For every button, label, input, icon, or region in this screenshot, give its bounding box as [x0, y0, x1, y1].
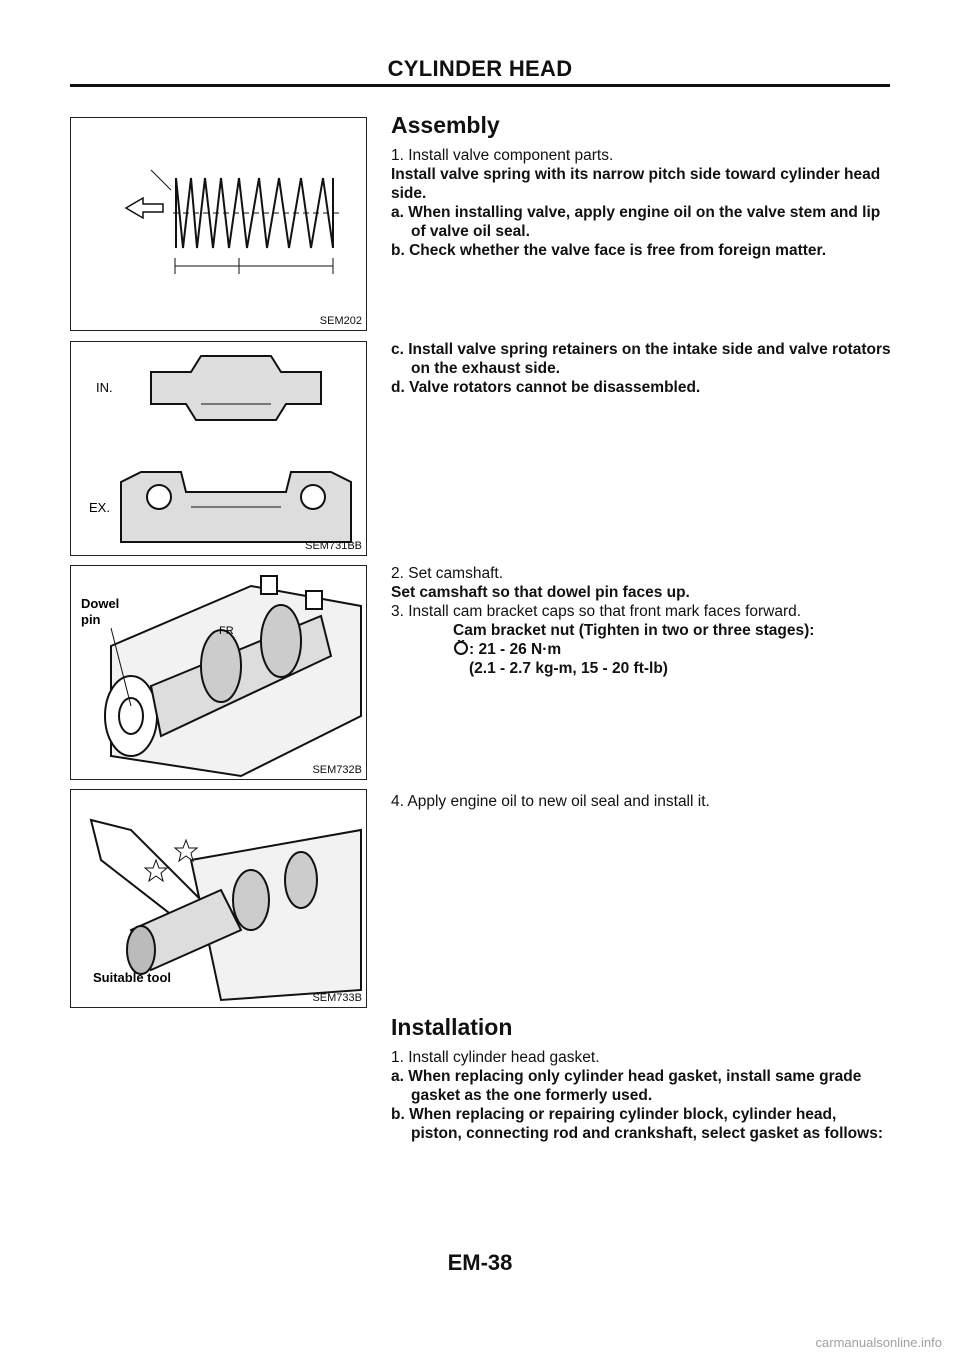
torque-wrench-icon	[453, 640, 469, 656]
install-step-1b: b. When replacing or repairing cylinder block, cylinder head, piston, connecting rod and crankshaft, select gasket as follows:	[391, 1106, 883, 1142]
step-4: 4. Apply engine oil to new oil seal and install it.	[391, 793, 710, 810]
header-rule	[70, 84, 890, 87]
page-number: EM-38	[447, 1250, 513, 1275]
figure-code: SEM733B	[312, 992, 362, 1004]
page-title: CYLINDER HEAD	[387, 56, 573, 81]
figure-code: SEM202	[319, 315, 362, 327]
torque-spec-value-row	[391, 640, 891, 659]
oil-seal-diagram	[71, 790, 368, 1009]
label-dowel: Dowel	[81, 596, 120, 611]
figure-oil-seal	[70, 789, 367, 1008]
camshaft-diagram	[71, 566, 368, 781]
label-fr: FR	[219, 625, 234, 637]
label-pin: pin	[81, 612, 101, 627]
installation-heading: Installation	[391, 1014, 513, 1040]
install-step-1a: a. When replacing only cylinder head gasket, install same grade gasket as the one formerly used.	[391, 1068, 862, 1104]
figure-code: SEM732B	[312, 764, 362, 776]
retainer-rotator-diagram	[71, 342, 368, 557]
assembly-section-3	[391, 564, 891, 678]
assembly-heading: Assembly	[391, 112, 500, 138]
assembly-section	[391, 112, 891, 260]
step-2-note: Set camshaft so that dowel pin faces up.	[391, 584, 690, 601]
step-3: 3. Install cam bracket caps so that front mark faces forward.	[391, 603, 802, 620]
torque-spec-title: Cam bracket nut (Tighten in two or three stages):	[453, 622, 815, 639]
watermark: carmanualsonline.info	[815, 1335, 942, 1350]
label-ex: EX.	[89, 500, 110, 515]
step-2: 2. Set camshaft.	[391, 565, 503, 582]
figure-retainer-rotator	[70, 341, 367, 556]
step-1d: d. Valve rotators cannot be disassembled.	[391, 379, 701, 396]
step-1c: c. Install valve spring retainers on the intake side and valve rotators on the exhaust side.	[391, 341, 891, 377]
step-1b: b. Check whether the valve face is free from foreign matter.	[391, 242, 827, 259]
torque-spec-value: : 21 - 26 N·m	[469, 641, 562, 658]
assembly-section-2	[391, 340, 891, 397]
step-1-note: Install valve spring with its narrow pitch side toward cylinder head side.	[391, 166, 881, 202]
figure-code: SEM731BB	[305, 540, 362, 552]
step-1a: a. When installing valve, apply engine oil on the valve stem and lip of valve oil seal.	[391, 204, 881, 240]
label-suitable-tool: Suitable tool	[93, 970, 171, 985]
valve-spring-diagram	[71, 118, 368, 332]
installation-section	[391, 1014, 891, 1143]
label-in: IN.	[96, 380, 113, 395]
torque-spec-value-alt: (2.1 - 2.7 kg-m, 15 - 20 ft-lb)	[469, 660, 668, 677]
assembly-section-4	[391, 792, 891, 811]
step-1: 1. Install valve component parts.	[391, 147, 614, 164]
figure-camshaft	[70, 565, 367, 780]
figure-valve-spring	[70, 117, 367, 331]
install-step-1: 1. Install cylinder head gasket.	[391, 1049, 600, 1066]
